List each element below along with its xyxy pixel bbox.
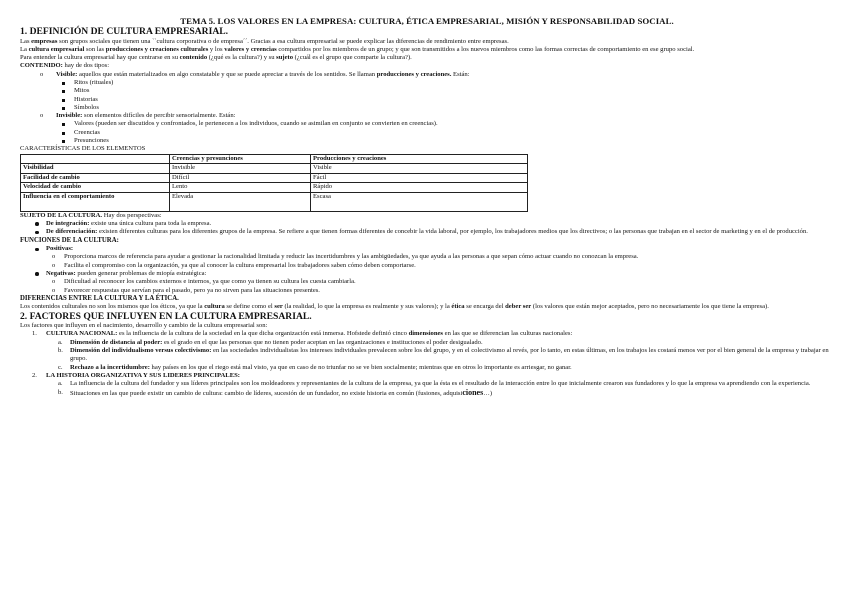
list-number: 2. xyxy=(32,371,37,379)
list-item-cultura-nacional xyxy=(32,330,834,371)
list-item: Símbolos xyxy=(74,104,834,112)
characteristics-table xyxy=(20,154,528,212)
table-cell: Elevada xyxy=(170,192,311,211)
text: (¿qué es la cultura?) y su xyxy=(207,54,277,62)
text: Las xyxy=(20,37,32,45)
bold-term: Invisible: xyxy=(56,112,83,120)
bold-term: ciones xyxy=(462,387,484,397)
bold-term: ser xyxy=(274,303,283,311)
bold-term: contenido xyxy=(179,54,208,62)
text: es el grado en el que las personas que no tienen poder aceptan en las organizaciones e instituciones el poder desigualado. xyxy=(162,338,483,346)
list-item xyxy=(46,228,834,236)
section-2-heading: 2. FACTORES QUE INFLUYEN EN LA CULTURA EMPRESARIAL. xyxy=(20,310,312,322)
text: se encarga del xyxy=(464,303,506,311)
section-1-heading: 1. DEFINICIÓN DE CULTURA EMPRESARIAL. xyxy=(20,26,229,37)
list-item: Creencias xyxy=(74,129,834,137)
table-cell: Escasa xyxy=(311,192,528,211)
text: La influencia de la cultura del fundador y sus líderes principales son los moldeadores y representantes de la cultura de la empresa, ya que la ésta es el resultado de la interacción entre lo que inicialmente crearon sus fundadores y lo que la empresa va aprendiendo con la experiencia. xyxy=(70,380,811,388)
list-letter: a. xyxy=(58,380,63,388)
list-letter: b. xyxy=(58,388,63,396)
table-row-header: Facilidad de cambio xyxy=(21,173,170,183)
list-item xyxy=(46,220,834,228)
document-title: TEMA 5. LOS VALORES EN LA EMPRESA: CULTURA, ÉTICA EMPRESARIAL, MISIÓN Y RESPONSABILIDAD SOCIAL. xyxy=(180,16,674,26)
text: en las sociedades individualistas los intereses individuales prevalecen sobre los del grupo, y en el colectivismo al revés, por lo tanto, en estas últimas, en los trabajos les costará menos ver por el bien general de la empresa y trabajar en grupo. xyxy=(70,347,829,363)
list-item-historia xyxy=(32,371,834,398)
list-item: o Facilita el compromiso con la organización, ya que al conocer la cultura empresarial los trabajadores saben cómo deben comportarse. xyxy=(64,262,834,270)
text: La xyxy=(20,45,29,53)
table-row-header: Influencia en el comportamiento xyxy=(21,192,170,211)
table-cell: Lento xyxy=(170,183,311,193)
list-item-invisible xyxy=(56,112,834,145)
text: pueden generar problemas de miopía estratégica: xyxy=(75,269,207,277)
text: existen diferentes culturas para los diferentes grupos de la empresa. Se refiere a que tienen formas diferentes de concebir la vida laboral, por ejemplo, los trabajadores medios que los directivos; o las personas que trabajan en el sector de marketing y en el de producción. xyxy=(97,228,808,236)
contenido-list xyxy=(20,71,834,146)
funciones-list xyxy=(20,245,834,295)
list-item xyxy=(58,380,834,388)
contenido-label: CONTENIDO: xyxy=(20,62,63,70)
text: es la influencia de la cultura de la sociedad en la que dicha organización está inmersa. Hofstede definió cinco xyxy=(117,330,409,338)
bold-term: ética xyxy=(451,303,465,311)
bold-term: dimensiones xyxy=(408,330,444,338)
list-item xyxy=(58,347,834,364)
bold-term: Dimensión del individualismo versus colectivismo: xyxy=(70,347,212,355)
bold-term: deber ser xyxy=(505,303,532,311)
funciones-heading: FUNCIONES DE LA CULTURA: xyxy=(20,236,119,244)
table-row-header: Velocidad de cambio xyxy=(21,183,170,193)
table-header-cell: Producciones y creaciones xyxy=(311,154,528,164)
list-item xyxy=(46,245,834,270)
text: Para entender la cultura empresarial hay que centrarse en su xyxy=(20,54,180,62)
section-2-intro: Los factores que influyen en el nacimiento, desarrollo y cambio de la cultura empresarial son: xyxy=(20,322,268,330)
list-item: Historias xyxy=(74,96,834,104)
text: Situaciones en las que puede existir un cambio de cultura: cambio de líderes, sucesión de un fundador, no existe historia en común (fusiones, adquisi xyxy=(70,389,463,397)
list-item: Presunciones xyxy=(74,137,834,145)
paragraph-cultura-empresarial xyxy=(20,46,834,54)
bold-term: De diferenciación: xyxy=(46,228,98,236)
table-cell: Rápido xyxy=(311,183,528,193)
text: Hay dos perspectivas: xyxy=(102,211,162,219)
text: …) xyxy=(483,389,493,397)
list-item xyxy=(58,364,834,372)
bold-term: Visible: xyxy=(56,70,78,78)
text: Están: xyxy=(451,70,470,78)
table-header-cell: Creencias y presunciones xyxy=(170,154,311,164)
factores-list xyxy=(20,330,834,397)
contenido-line xyxy=(20,62,834,70)
list-number: 1. xyxy=(32,330,37,338)
bold-term: producciones y creaciones. xyxy=(376,70,452,78)
paragraph-empresas xyxy=(20,38,834,46)
table-caption: CARACTERÍSTICAS DE LOS ELEMENTOS xyxy=(20,145,146,153)
table-row xyxy=(21,164,528,174)
table-cell: Difícil xyxy=(170,173,311,183)
table-header-cell xyxy=(21,154,170,164)
bold-term: cultura empresarial xyxy=(28,45,85,53)
text: aquellos que están materializados en algo constatable y que se puede apreciar a través de los sentidos. Se llaman xyxy=(77,70,377,78)
bold-term: valores y creencias xyxy=(224,45,277,53)
bold-term: cultura xyxy=(204,303,225,311)
bold-term: empresas xyxy=(31,37,58,45)
text: hay de dos tipos: xyxy=(62,62,110,70)
bold-term: Dimensión de distancia al poder: xyxy=(70,338,163,346)
list-letter: c. xyxy=(58,363,63,371)
text: son grupos sociales que tienen una ``cultura corporativa o de empresa´´. Gracias a esa cultura empresarial se puede explicar las diferencias de rendimiento entre empresas. xyxy=(57,37,509,45)
paragraph-contenido-sujeto xyxy=(20,54,834,62)
table-header-row xyxy=(21,154,528,164)
table-cell: Fácil xyxy=(311,173,528,183)
text: y los xyxy=(208,45,225,53)
list-item: Ritos (rituales) xyxy=(74,79,834,87)
table-row xyxy=(21,173,528,183)
visible-sublist xyxy=(56,79,834,112)
text: compartidos por los miembros de un grupo; y que son transmitidos a los nuevos miembros como las formas correctas de comportamiento en ese grupo social. xyxy=(276,45,695,53)
invisible-sublist xyxy=(56,120,834,145)
text: son elementos difíciles de percibir sensorialmente. Están: xyxy=(82,112,236,120)
list-item: o Favorecer respuestas que servían para el pasado, pero ya no sirven para las situaciones presentes. xyxy=(64,287,834,295)
bold-term: CULTURA NACIONAL: xyxy=(46,330,118,338)
bold-term: sujeto xyxy=(276,54,294,62)
list-item xyxy=(58,339,834,347)
bold-term: producciones y creaciones culturales xyxy=(105,45,209,53)
bold-term: Negativas: xyxy=(46,269,76,277)
list-item: Mitos xyxy=(74,87,834,95)
bold-term: Positivas: xyxy=(46,245,74,253)
list-letter: b. xyxy=(58,347,63,355)
table-row xyxy=(21,192,528,211)
text: existe una única cultura para toda la empresa. xyxy=(89,219,212,227)
table-cell: Visible xyxy=(311,164,528,174)
bold-term: Rechazo a la incertidumbre: xyxy=(70,363,150,371)
text: Los contenidos culturales no son los mismos que los éticos, ya que la xyxy=(20,303,205,311)
text: se define como el xyxy=(224,303,275,311)
list-item xyxy=(58,389,834,398)
list-letter: a. xyxy=(58,338,63,346)
bold-term: De integración: xyxy=(46,219,90,227)
diferencias-heading: DIFERENCIAS ENTRE LA CULTURA Y LA ÉTICA. xyxy=(20,294,179,302)
table-row-header: Visibilidad xyxy=(21,164,170,174)
dimensiones-sublist xyxy=(46,339,834,372)
list-item: o Dificultad al reconocer los cambios externos e internos, ya que como ya tienen su cultura les cuesta cambiarla. xyxy=(64,278,834,286)
positivas-sublist xyxy=(46,253,834,270)
historia-sublist xyxy=(46,380,834,398)
text: hay países en los que el riego está mal visto, ya que en caso de no triunfar no se ve bien socialmente; mientras que en otros lo importante es arriesgar, no ganar. xyxy=(149,363,572,371)
text: son las xyxy=(84,45,106,53)
sujeto-list xyxy=(20,220,834,237)
text: (¿cuál es el grupo que comparte la cultura?). xyxy=(293,54,412,62)
text: (los valores que están mejor aceptados, pero no necesariamente los que tiene la empresa). xyxy=(531,303,769,311)
table-row xyxy=(21,183,528,193)
list-item: o Proporciona marcos de referencia para ayudar a gestionar la racionalidad limitada y reducir las incertidumbres y las ambigüedades, ya que ayuda a las personas a que sepan cómo actuar cuando no conozcan la empresa. xyxy=(64,253,834,261)
bold-term: SUJETO DE LA CULTURA. xyxy=(20,211,103,219)
list-item-visible xyxy=(56,71,834,112)
text: (la realidad, lo que la empresa es realmente y sus valores); y la xyxy=(282,303,452,311)
sujeto-line xyxy=(20,212,834,220)
list-item xyxy=(46,270,834,295)
list-item: Valores (pueden ser discutidos y confrontados, le pertenecen a los individuos, cuando se asimilan en conjunto se convierten en creencias). xyxy=(74,120,834,128)
table-cell: Invisible xyxy=(170,164,311,174)
negativas-sublist xyxy=(46,278,834,295)
bold-term: LA HISTORIA ORGANIZATIVA Y SUS LIDERES PRINCIPALES: xyxy=(46,371,240,379)
text: en las que se diferencian las culturas nacionales: xyxy=(443,330,573,338)
